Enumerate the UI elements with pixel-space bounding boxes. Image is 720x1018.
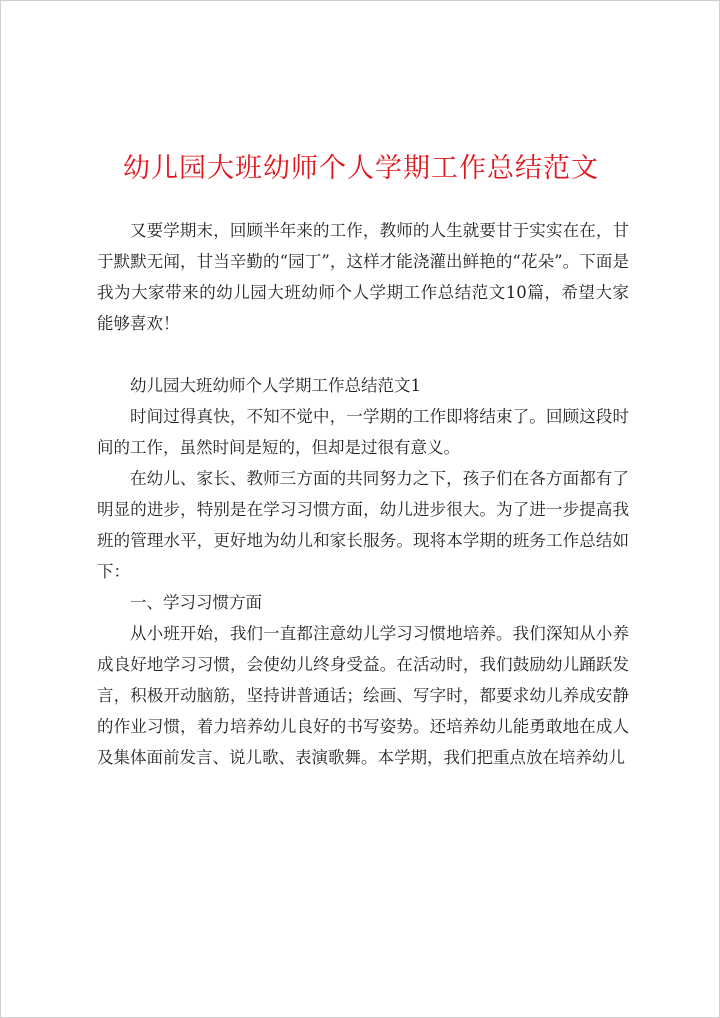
document-title: 幼儿园大班幼师个人学期工作总结范文	[123, 153, 599, 184]
body-paragraph: 时间过得真快，不知不觉中，一学期的工作即将结束了。回顾这段时间的工作，虽然时间是短的，但却是过很有意义。	[97, 407, 629, 457]
body-paragraph: 从小班开始，我们一直都注意幼儿学习习惯地培养。我们深知从小养成良好地学习习惯，会使幼儿终身受益。在活动时，我们鼓励幼儿踊跃发言，积极开动脑筋，坚持讲普通话；绘画、写字时，都要求幼儿养成安静的作业习惯，着力培养幼儿良好的书写姿势。还培养幼儿能勇敢地在成人及集体面前发言、说儿歌、表演歌舞。本学期，我们把重点放在培养幼儿	[97, 624, 629, 767]
section-heading: 幼儿园大班幼师个人学期工作总结范文1	[130, 376, 421, 395]
document-body	[97, 215, 629, 773]
subsection-heading: 一、学习习惯方面	[130, 593, 262, 612]
body-paragraph: 在幼儿、家长、教师三方面的共同努力之下，孩子们在各方面都有了明显的进步，特别是在学习习惯方面，幼儿进步很大。为了进一步提高我班的管理水平，更好地为幼儿和家长服务。现将本学期的班务工作总结如下：	[97, 469, 629, 581]
intro-paragraph: 又要学期末，回顾半年来的工作，教师的人生就要甘于实实在在，甘于默默无闻，甘当辛勤的“园丁”，这样才能浇灌出鲜艳的“花朵”。下面是我为大家带来的幼儿园大班幼师个人学期工作总结范文10篇，希望大家能够喜欢！	[97, 221, 629, 333]
